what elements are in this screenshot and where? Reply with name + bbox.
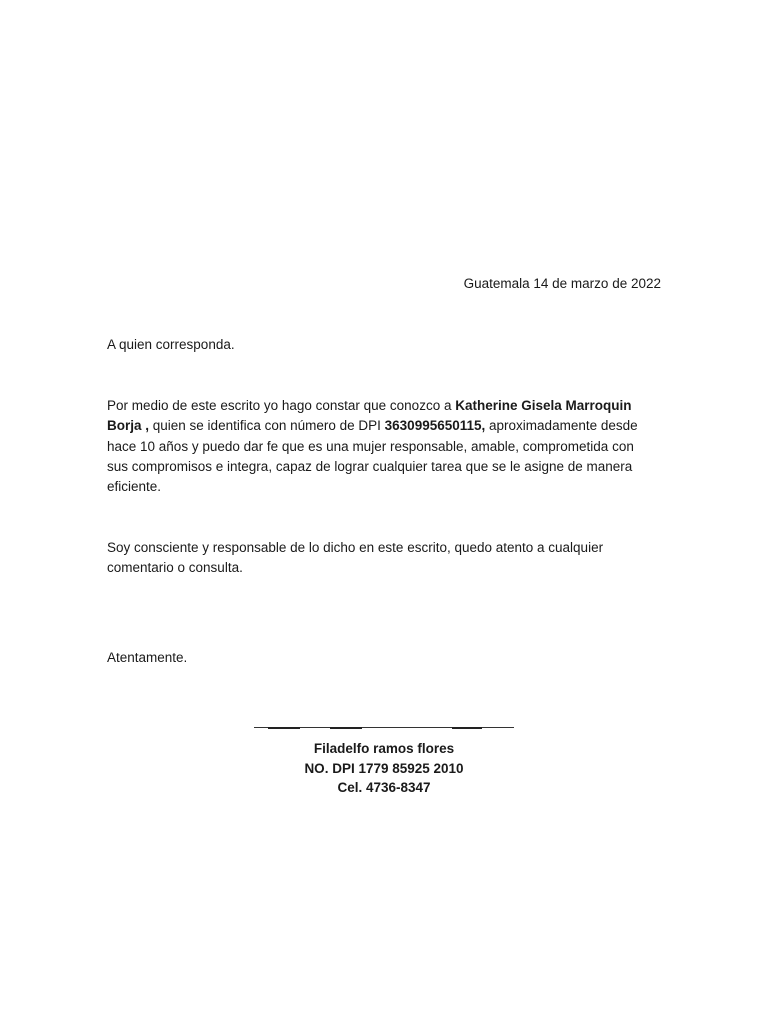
body-paragraph-2: Soy consciente y responsable de lo dicho en este escrito, quedo atento a cualquier comentario o consulta. [107, 540, 604, 576]
signer-name: Filadelfo ramos flores [313, 741, 455, 756]
closing: Atentamente. [107, 650, 188, 665]
signature-block [254, 739, 514, 798]
person-name: Katherine Gisela Marroquin Borja , [107, 398, 632, 434]
paragraph1-intro: Por medio de este escrito yo hago constar que conozco a [107, 398, 456, 413]
signature-line [254, 727, 514, 728]
person-dpi: 3630995650115, [384, 418, 486, 434]
salutation: A quien corresponda. [107, 337, 235, 352]
paragraph1-rest: aproximadamente desde hace 10 años y puedo dar fe que es una mujer responsable, amable, comprometida con sus compromisos e integra, capaz de lograr cualquier tarea que se le asigne de manera eficiente. [107, 418, 638, 495]
paragraph1-id-text: quien se identifica con número de DPI [149, 418, 385, 434]
signature-stroke [330, 727, 362, 729]
letter-date: Guatemala 14 de marzo de 2022 [463, 276, 661, 291]
signature-stroke [452, 727, 482, 729]
signature-stroke [268, 727, 300, 729]
signer-dpi: NO. DPI 1779 85925 2010 [304, 760, 464, 776]
body-paragraph-1 [107, 396, 655, 497]
signer-phone: Cel. 4736-8347 [337, 780, 431, 795]
